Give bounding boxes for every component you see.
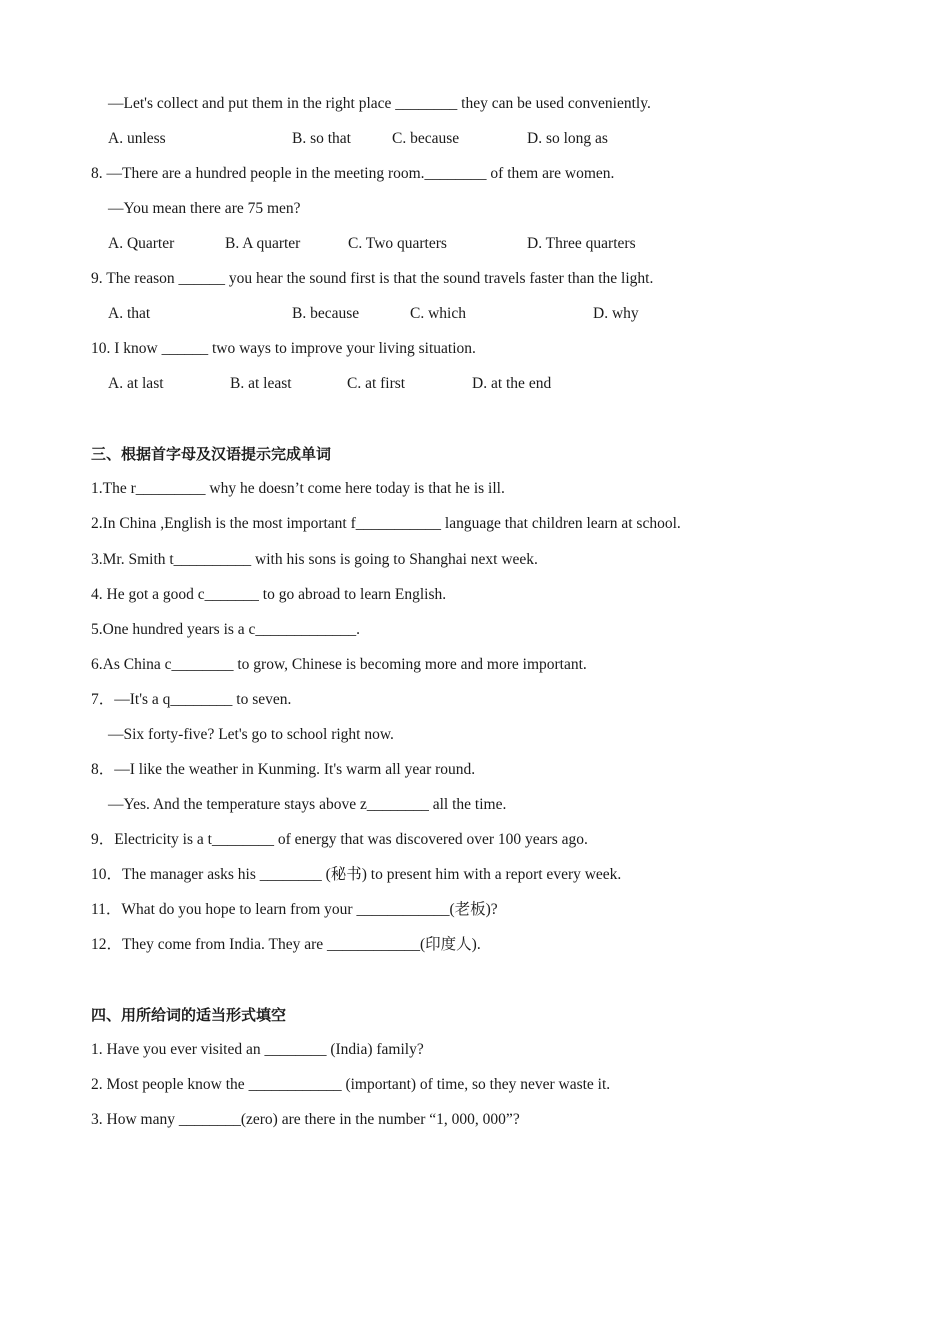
section3-title: 三、根据首字母及汉语提示完成单词 [91, 445, 332, 463]
s3-item-8: 8．—I like the weather in Kunming. It's warm all year round. [91, 761, 476, 778]
q7-option-c: C. because [392, 130, 460, 147]
s3-item-11: 11．What do you hope to learn from your ____________(老板)? [91, 901, 498, 918]
q7-question-line: —Let's collect and put them in the right place ________ they can be used conveniently. [108, 95, 651, 112]
s4-item-1: 1. Have you ever visited an ________ (India) family? [91, 1041, 424, 1058]
q10-options [0, 374, 950, 394]
s3-item-9: 9．Electricity is a t________ of energy that was discovered over 100 years ago. [91, 831, 588, 848]
q9-option-b: B. because [292, 305, 360, 322]
s3-item-5: 5.One hundred years is a c_____________. [91, 621, 361, 638]
s3-item-2: 2.In China ,English is the most important f___________ language that children learn at school. [91, 515, 681, 532]
q8-option-d: D. Three quarters [527, 235, 636, 252]
q8-reply-line: —You mean there are 75 men? [108, 200, 301, 217]
q9-option-a: A. that [108, 305, 151, 322]
q8-question-line: 8. —There are a hundred people in the meeting room.________ of them are women. [91, 165, 615, 182]
q8-option-c: C. Two quarters [348, 235, 447, 252]
s3-item-3: 3.Mr. Smith t__________ with his sons is going to Shanghai next week. [91, 551, 538, 568]
s3-item-6: 6.As China c________ to grow, Chinese is becoming more and more important. [91, 656, 587, 673]
q8-options [0, 234, 950, 254]
s3-item-12: 12．They come from India. They are ____________(印度人). [91, 936, 481, 953]
s3-item-10: 10．The manager asks his ________ (秘书) to present him with a report every week. [91, 866, 622, 883]
s3-item-7-reply: —Six forty-five? Let's go to school right now. [108, 726, 394, 743]
q9-question-line: 9. The reason ______ you hear the sound first is that the sound travels faster than the light. [91, 270, 654, 287]
q9-options [0, 304, 950, 324]
s4-item-2: 2. Most people know the ____________ (important) of time, so they never waste it. [91, 1076, 611, 1093]
s3-item-1: 1.The r_________ why he doesn’t come here today is that he is ill. [91, 480, 505, 497]
q7-option-a: A. unless [108, 130, 166, 147]
s3-item-7: 7．—It's a q________ to seven. [91, 691, 292, 708]
q9-option-d: D. why [593, 305, 639, 322]
q10-option-d: D. at the end [472, 375, 552, 392]
q7-options [0, 129, 950, 149]
q7-option-d: D. so long as [527, 130, 608, 147]
s3-item-4: 4. He got a good c_______ to go abroad to learn English. [91, 586, 447, 603]
q8-option-b: B. A quarter [225, 235, 301, 252]
q8-option-a: A. Quarter [108, 235, 175, 252]
q10-option-b: B. at least [230, 375, 292, 392]
q10-option-c: C. at first [347, 375, 406, 392]
q9-option-c: C. which [410, 305, 466, 322]
q10-question-line: 10. I know ______ two ways to improve your living situation. [91, 340, 476, 357]
q10-option-a: A. at last [108, 375, 164, 392]
section4-title: 四、用所给词的适当形式填空 [91, 1006, 287, 1024]
s3-item-8-reply: —Yes. And the temperature stays above z________ all the time. [108, 796, 507, 813]
q7-option-b: B. so that [292, 130, 351, 147]
s4-item-3: 3. How many ________(zero) are there in the number “1, 000, 000”? [91, 1111, 520, 1128]
